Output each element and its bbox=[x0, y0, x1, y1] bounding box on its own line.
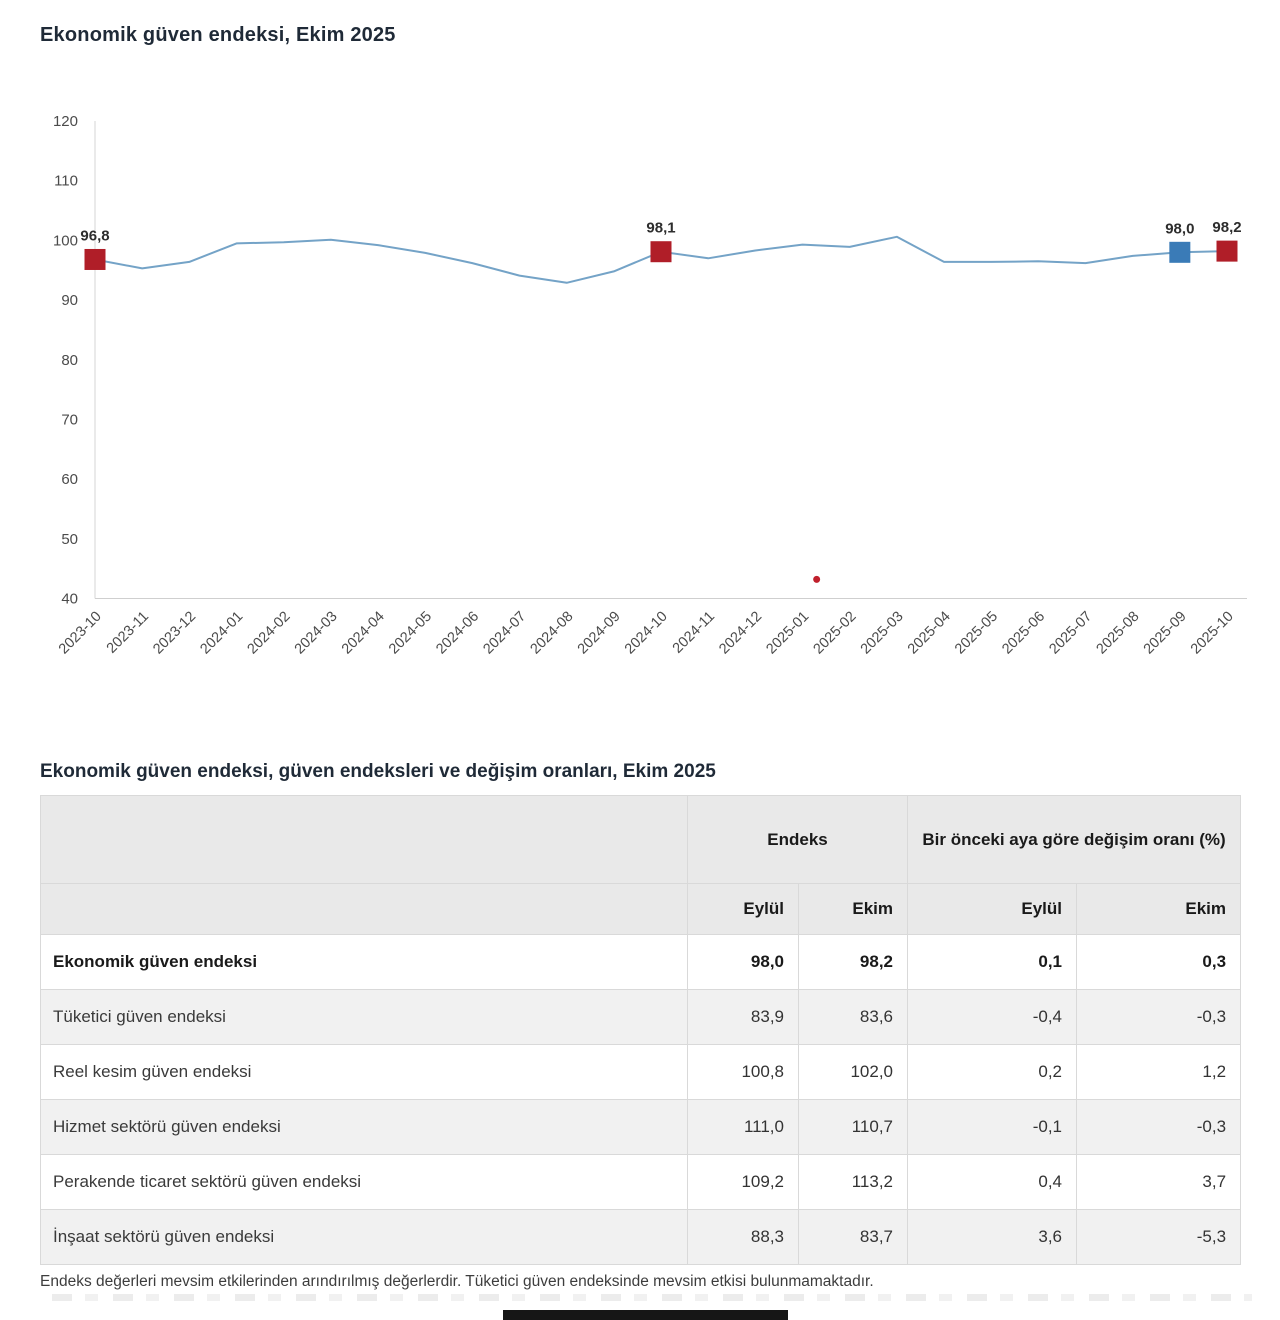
table-cell: 3,7 bbox=[1077, 1155, 1241, 1210]
x-tick-label: 2024-07 bbox=[480, 608, 530, 658]
table-cell: -5,3 bbox=[1077, 1210, 1241, 1265]
table-cell: -0,3 bbox=[1077, 1100, 1241, 1155]
y-tick-label: 100 bbox=[52, 232, 78, 250]
table-cell: 83,6 bbox=[799, 990, 908, 1045]
marker-2023-10[interactable] bbox=[85, 249, 106, 270]
x-tick-label: 2024-12 bbox=[716, 608, 766, 658]
row-label: Perakende ticaret sektörü güven endeksi bbox=[41, 1155, 688, 1210]
x-tick-label: 2025-05 bbox=[952, 608, 1001, 658]
x-tick-label: 2025-09 bbox=[1140, 608, 1190, 658]
data-label-2025-10: 98,2 bbox=[1212, 219, 1242, 237]
y-tick-label: 60 bbox=[61, 471, 78, 489]
table-corner-cell bbox=[41, 796, 688, 884]
row-label: Reel kesim güven endeksi bbox=[41, 1045, 688, 1100]
x-tick-label: 2025-10 bbox=[1187, 608, 1237, 658]
y-tick-label: 110 bbox=[54, 172, 78, 190]
group-header-degisim: Bir önceki aya göre değişim oranı (%) bbox=[908, 796, 1241, 884]
table-cell: 0,1 bbox=[908, 935, 1077, 990]
table-cell: -0,4 bbox=[908, 990, 1077, 1045]
row-label: Tüketici güven endeksi bbox=[41, 990, 688, 1045]
sub-header-endeks-ekim: Ekim bbox=[799, 884, 908, 935]
x-tick-label: 2023-12 bbox=[150, 608, 200, 658]
x-tick-label: 2023-10 bbox=[55, 608, 105, 658]
table-cell: 3,6 bbox=[908, 1210, 1077, 1265]
data-label-2025-09: 98,0 bbox=[1165, 220, 1195, 238]
table-row bbox=[41, 935, 1241, 990]
table-cell: 98,0 bbox=[688, 935, 799, 990]
x-tick-label: 2024-01 bbox=[197, 608, 247, 658]
x-tick-label: 2025-07 bbox=[1046, 608, 1096, 658]
table-row bbox=[41, 990, 1241, 1045]
table-row bbox=[41, 1045, 1241, 1100]
table-footnote: Endeks değerleri mevsim etkilerinden arındırılmış değerlerdir. Tüketici güven endeksinde mevsim etkisi bulunmamaktadır. bbox=[40, 1273, 874, 1290]
y-tick-label: 40 bbox=[61, 590, 78, 608]
row-label: İnşaat sektörü güven endeksi bbox=[41, 1210, 688, 1265]
confidence-index-table bbox=[40, 795, 1241, 1265]
marker-2024-10[interactable] bbox=[651, 241, 672, 262]
table-cell: 0,4 bbox=[908, 1155, 1077, 1210]
x-tick-label: 2025-06 bbox=[999, 608, 1049, 658]
sub-header-degisim-ekim: Ekim bbox=[1077, 884, 1241, 935]
x-tick-label: 2024-08 bbox=[527, 608, 577, 658]
table-cell: 0,3 bbox=[1077, 935, 1241, 990]
table-group-header-row bbox=[41, 796, 1241, 884]
table-title: Ekonomik güven endeksi, güven endeksleri ve değişim oranları, Ekim 2025 bbox=[40, 761, 716, 782]
table-cell: 102,0 bbox=[799, 1045, 908, 1100]
y-tick-label: 70 bbox=[61, 411, 78, 429]
x-tick-label: 2025-01 bbox=[763, 608, 813, 658]
marker-2025-09[interactable] bbox=[1169, 242, 1190, 263]
x-tick-label: 2025-08 bbox=[1093, 608, 1143, 658]
table-corner-cell bbox=[41, 884, 688, 935]
table-cell: -0,1 bbox=[908, 1100, 1077, 1155]
chart-title: Ekonomik güven endeksi, Ekim 2025 bbox=[40, 24, 396, 46]
data-label-2023-10: 96,8 bbox=[80, 227, 110, 245]
stray-dot bbox=[813, 576, 820, 583]
sub-header-degisim-eylül: Eylül bbox=[908, 884, 1077, 935]
y-tick-label: 80 bbox=[61, 351, 78, 369]
row-label: Ekonomik güven endeksi bbox=[41, 935, 688, 990]
x-tick-label: 2024-11 bbox=[669, 608, 718, 657]
x-tick-label: 2024-04 bbox=[338, 608, 388, 658]
table-row bbox=[41, 1210, 1241, 1265]
marker-2025-10[interactable] bbox=[1217, 241, 1238, 262]
table-cell: -0,3 bbox=[1077, 990, 1241, 1045]
x-tick-label: 2025-03 bbox=[857, 608, 907, 658]
table-row bbox=[41, 1155, 1241, 1210]
table-row bbox=[41, 1100, 1241, 1155]
table-cell: 109,2 bbox=[688, 1155, 799, 1210]
cut-off-element-bar bbox=[503, 1310, 788, 1320]
table-cell: 1,2 bbox=[1077, 1045, 1241, 1100]
cut-off-text-remnant bbox=[52, 1294, 1252, 1301]
data-label-2024-10: 98,1 bbox=[646, 219, 676, 237]
x-tick-label: 2023-11 bbox=[103, 608, 152, 657]
y-tick-label: 120 bbox=[52, 113, 78, 130]
table-cell: 113,2 bbox=[799, 1155, 908, 1210]
group-header-endeks: Endeks bbox=[688, 796, 908, 884]
x-tick-label: 2024-03 bbox=[291, 608, 341, 658]
x-tick-label: 2024-06 bbox=[433, 608, 483, 658]
y-tick-label: 90 bbox=[61, 292, 78, 310]
table-cell: 83,7 bbox=[799, 1210, 908, 1265]
table-cell: 98,2 bbox=[799, 935, 908, 990]
x-tick-label: 2025-02 bbox=[810, 608, 860, 658]
x-tick-label: 2024-05 bbox=[386, 608, 435, 658]
table-cell: 88,3 bbox=[688, 1210, 799, 1265]
x-tick-label: 2024-02 bbox=[244, 608, 294, 658]
x-tick-label: 2025-04 bbox=[904, 608, 954, 658]
table-cell: 0,2 bbox=[908, 1045, 1077, 1100]
x-tick-label: 2024-10 bbox=[621, 608, 671, 658]
table-cell: 100,8 bbox=[688, 1045, 799, 1100]
table-cell: 83,9 bbox=[688, 990, 799, 1045]
row-label: Hizmet sektörü güven endeksi bbox=[41, 1100, 688, 1155]
table-cell: 110,7 bbox=[799, 1100, 908, 1155]
y-tick-label: 50 bbox=[61, 530, 78, 548]
table-sub-header-row bbox=[41, 884, 1241, 935]
sub-header-endeks-eylül: Eylül bbox=[688, 884, 799, 935]
x-tick-label: 2024-09 bbox=[574, 608, 624, 658]
table-cell: 111,0 bbox=[688, 1100, 799, 1155]
